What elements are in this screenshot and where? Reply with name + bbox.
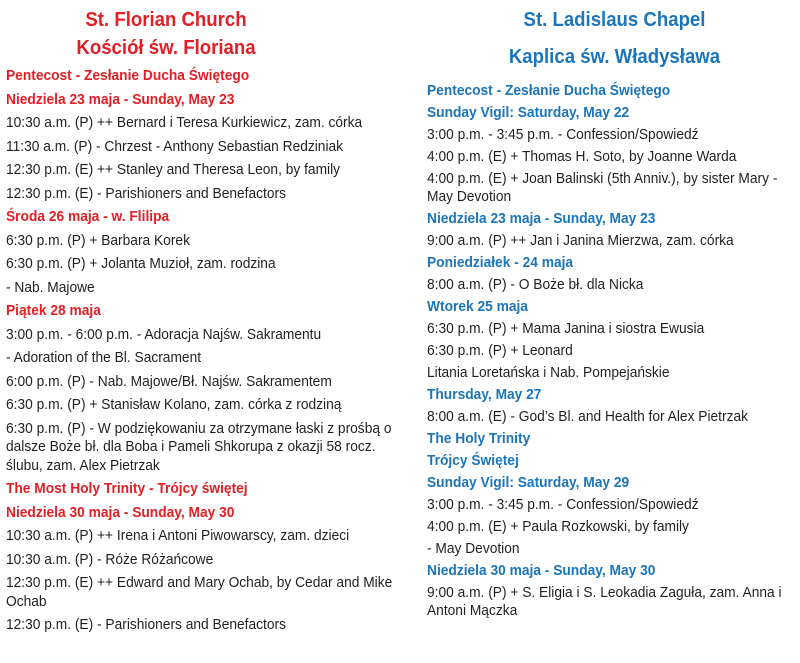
- schedule-entry: 12:30 p.m. (E) ++ Edward and Mary Ochab, by Cedar and Mike Ochab: [6, 575, 393, 610]
- schedule-entry: 8:00 a.m. (E) - God’s Bl. and Health for Alex Pietrzak: [427, 409, 748, 425]
- st-florian-schedule: [6, 65, 410, 638]
- st-florian-title: St. Florian Church: [85, 9, 247, 31]
- st-ladislaus-title-polish: Kaplica św. Władysława: [508, 46, 721, 68]
- schedule-entry: 11:30 a.m. (P) - Chrzest - Anthony Sebastian Redziniak: [6, 138, 344, 155]
- schedule-entry: 6:30 p.m. (P) + Jolanta Muzioł, zam. rodzina: [6, 256, 276, 272]
- schedule-heading: Sunday Vigil: Saturday, May 29: [427, 475, 630, 491]
- st-ladislaus-schedule: [427, 80, 797, 622]
- schedule-entry: 3:00 p.m. - 3:45 p.m. - Confession/Spowiedź: [427, 127, 699, 143]
- schedule-heading: Pentecost - Zesłanie Ducha Świętego: [6, 68, 250, 84]
- schedule-heading: Pentecost - Zesłanie Ducha Świętego: [427, 83, 671, 99]
- schedule-heading: Niedziela 23 maja - Sunday, May 23: [6, 91, 235, 108]
- schedule-heading: Wtorek 25 maja: [427, 299, 528, 315]
- schedule-heading: Poniedziałek - 24 maja: [427, 255, 574, 271]
- st-florian-column: [6, 0, 410, 638]
- schedule-heading: Środa 26 maja - w. Flilipa: [6, 209, 170, 225]
- schedule-heading: Niedziela 23 maja - Sunday, May 23: [427, 211, 656, 227]
- schedule-heading: Thursday, May 27: [427, 387, 542, 403]
- schedule-entry: 3:00 p.m. - 6:00 p.m. - Adoracja Najśw. Sakramentu: [6, 326, 322, 343]
- schedule-entry: 6:30 p.m. (P) + Leonard: [427, 343, 573, 359]
- schedule-entry: 3:00 p.m. - 3:45 p.m. - Confession/Spowiedź: [427, 497, 699, 513]
- schedule-entry: 6:00 p.m. (P) - Nab. Majowe/Bł. Najśw. Sakramentem: [6, 373, 332, 390]
- schedule-entry: 6:30 p.m. (P) + Barbara Korek: [6, 232, 190, 249]
- schedule-entry: 12:30 p.m. (E) - Parishioners and Benefactors: [6, 617, 286, 633]
- schedule-entry: - Adoration of the Bl. Sacrament: [6, 350, 202, 366]
- schedule-heading: Sunday Vigil: Saturday, May 22: [427, 105, 630, 121]
- st-ladislaus-column: [427, 0, 797, 622]
- schedule-entry: Litania Loretańska i Nab. Pompejańskie: [427, 365, 670, 381]
- schedule-entry: 6:30 p.m. (P) + Stanisław Kolano, zam. córka z rodziną: [6, 397, 342, 413]
- schedule-entry: 12:30 p.m. (E) ++ Stanley and Theresa Leon, by family: [6, 162, 341, 178]
- schedule-entry: 9:00 a.m. (P) + S. Eligia i S. Leokadia Zaguła, zam. Anna i Antoni Mączka: [427, 585, 782, 619]
- schedule-entry: 6:30 p.m. (P) + Mama Janina i siostra Ewusia: [427, 321, 705, 337]
- schedule-entry: 10:30 a.m. (P) ++ Bernard i Teresa Kurkiewicz, zam. córka: [6, 115, 363, 131]
- schedule-entry: 10:30 a.m. (P) - Róże Różańcowe: [6, 551, 214, 568]
- st-ladislaus-title: St. Ladislaus Chapel: [523, 9, 706, 31]
- schedule-heading: Trójcy Świętej: [427, 453, 519, 469]
- schedule-heading: Piątek 28 maja: [6, 303, 101, 319]
- schedule-entry: 8:00 a.m. (P) - O Boże bł. dla Nicka: [427, 277, 644, 293]
- schedule-heading: The Most Holy Trinity - Trójcy świętej: [6, 481, 248, 497]
- st-florian-title-polish: Kościół św. Floriana: [76, 37, 256, 59]
- schedule-entry: 12:30 p.m. (E) - Parishioners and Benefactors: [6, 185, 286, 202]
- schedule-entry: - Nab. Majowe: [6, 279, 95, 296]
- schedule-entry: 4:00 p.m. (E) + Thomas H. Soto, by Joanne Warda: [427, 149, 737, 165]
- schedule-entry: 4:00 p.m. (E) + Joan Balinski (5th Anniv.), by sister Mary - May Devotion: [427, 171, 778, 205]
- schedule-heading: Niedziela 30 maja - Sunday, May 30: [6, 504, 235, 521]
- schedule-entry: 10:30 a.m. (P) ++ Irena i Antoni Piwowarscy, zam. dzieci: [6, 528, 350, 544]
- schedule-entry: 6:30 p.m. (P) - W podziękowaniu za otrzymane łaski z prośbą o dalsze Boże bł. dla Boba i Pameli Shkorupa z okazji 58 rocz. ślubu, zam. Alex Pietrzak: [6, 420, 392, 474]
- schedule-entry: 4:00 p.m. (E) + Paula Rozkowski, by family: [427, 519, 689, 535]
- schedule-heading: Niedziela 30 maja - Sunday, May 30: [427, 563, 656, 579]
- schedule-heading: The Holy Trinity: [427, 431, 531, 447]
- schedule-entry: - May Devotion: [427, 541, 520, 557]
- schedule-entry: 9:00 a.m. (P) ++ Jan i Janina Mierzwa, zam. córka: [427, 233, 734, 249]
